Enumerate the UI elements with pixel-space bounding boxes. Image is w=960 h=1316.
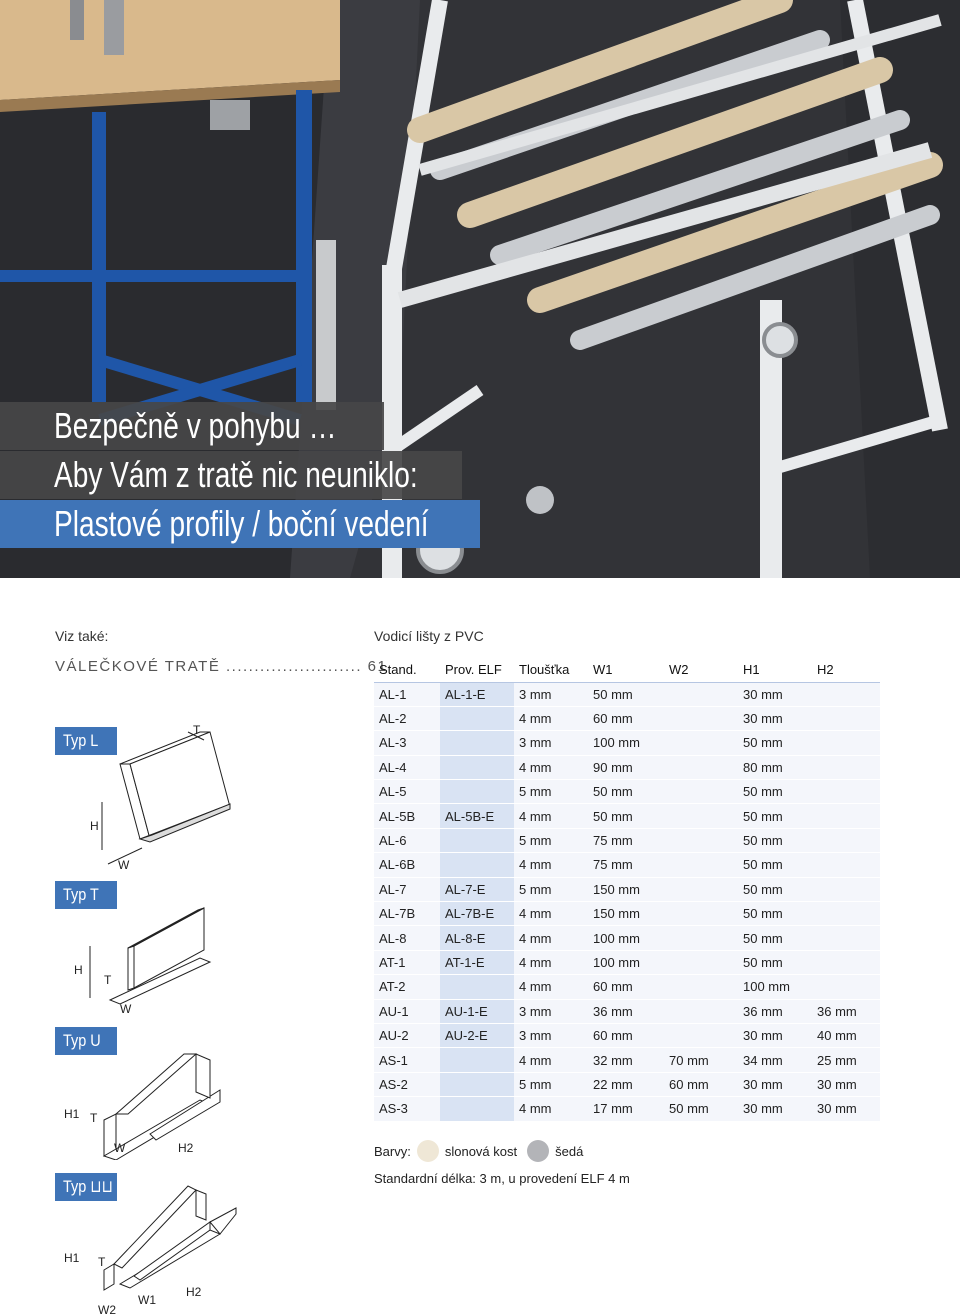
cell-h2: 30 mm xyxy=(812,1097,880,1121)
cell-thickness: 4 mm xyxy=(514,804,588,828)
cell-stand: AL-8 xyxy=(374,926,440,950)
cell-h1: 30 mm xyxy=(738,1072,812,1096)
svg-text:H2: H2 xyxy=(186,1285,202,1299)
cell-elf xyxy=(440,731,514,755)
cell-h2 xyxy=(812,828,880,852)
cell-h2 xyxy=(812,804,880,828)
col-header-thickness: Tloušťka xyxy=(514,658,588,682)
cell-w2 xyxy=(664,706,738,730)
cell-elf: AL-7-E xyxy=(440,877,514,901)
cell-w2: 60 mm xyxy=(664,1072,738,1096)
cell-h1: 34 mm xyxy=(738,1048,812,1072)
cell-w1: 17 mm xyxy=(588,1097,664,1121)
cell-h1: 50 mm xyxy=(738,902,812,926)
cell-h2 xyxy=(812,950,880,974)
cell-thickness: 3 mm xyxy=(514,999,588,1023)
cell-w1: 22 mm xyxy=(588,1072,664,1096)
type-u-label: Typ U xyxy=(55,1027,117,1055)
cell-stand: AL-1 xyxy=(374,682,440,706)
table-row xyxy=(374,1072,880,1096)
cell-elf: AU-1-E xyxy=(440,999,514,1023)
cell-h2 xyxy=(812,877,880,901)
cell-elf xyxy=(440,1048,514,1072)
cell-thickness: 4 mm xyxy=(514,1048,588,1072)
cell-w2: 50 mm xyxy=(664,1097,738,1121)
cell-thickness: 4 mm xyxy=(514,975,588,999)
cell-elf: AT-1-E xyxy=(440,950,514,974)
cell-h2 xyxy=(812,926,880,950)
cell-h1: 30 mm xyxy=(738,1023,812,1047)
table-header-row xyxy=(374,658,880,682)
svg-text:H: H xyxy=(90,819,99,833)
svg-text:H2: H2 xyxy=(178,1141,194,1155)
headline-line-1: Bezpečně v pohybu … xyxy=(0,402,384,450)
cell-h2 xyxy=(812,780,880,804)
colors-label: Barvy: xyxy=(374,1143,411,1159)
color-ivory-label: slonová kost xyxy=(444,1143,518,1159)
cell-elf: AL-1-E xyxy=(440,682,514,706)
cell-h2: 25 mm xyxy=(812,1048,880,1072)
col-header-h2: H2 xyxy=(812,658,880,682)
cell-w1: 150 mm xyxy=(588,902,664,926)
cell-w2 xyxy=(664,804,738,828)
cell-h2: 30 mm xyxy=(812,1072,880,1096)
table-row xyxy=(374,731,880,755)
profile-double-u-diagram xyxy=(60,1176,240,1316)
cell-thickness: 4 mm xyxy=(514,950,588,974)
svg-text:W1: W1 xyxy=(138,1293,156,1307)
type-t-label: Typ T xyxy=(55,881,117,909)
cell-stand: AU-1 xyxy=(374,999,440,1023)
cell-h1: 50 mm xyxy=(738,853,812,877)
svg-text:T: T xyxy=(98,1255,106,1269)
cell-h1: 50 mm xyxy=(738,731,812,755)
cell-elf xyxy=(440,706,514,730)
cell-w2 xyxy=(664,780,738,804)
cell-stand: AS-1 xyxy=(374,1048,440,1072)
profile-t-diagram xyxy=(70,888,220,1013)
cell-stand: AL-3 xyxy=(374,731,440,755)
cell-stand: AL-6 xyxy=(374,828,440,852)
cell-stand: AL-6B xyxy=(374,853,440,877)
see-also-reference[interactable]: VÁLEČKOVÉ TRATĚ ........................ 61 xyxy=(55,658,388,675)
cell-h1: 30 mm xyxy=(738,1097,812,1121)
cell-w2 xyxy=(664,950,738,974)
cell-h2 xyxy=(812,706,880,730)
svg-text:W: W xyxy=(118,858,130,872)
cell-stand: AT-2 xyxy=(374,975,440,999)
cell-w1: 90 mm xyxy=(588,755,664,779)
svg-text:T: T xyxy=(90,1111,98,1125)
cell-h2: 36 mm xyxy=(812,999,880,1023)
cell-h2 xyxy=(812,755,880,779)
ivory-swatch xyxy=(417,1140,439,1162)
cell-stand: AT-1 xyxy=(374,950,440,974)
cell-elf xyxy=(440,1097,514,1121)
cell-elf xyxy=(440,828,514,852)
see-also-label: Viz také: xyxy=(55,628,109,644)
profile-spec-table xyxy=(374,658,880,1122)
table-row xyxy=(374,853,880,877)
cell-h1: 100 mm xyxy=(738,975,812,999)
cell-h2 xyxy=(812,853,880,877)
cell-stand: AL-7B xyxy=(374,902,440,926)
table-row xyxy=(374,828,880,852)
cell-stand: AL-5B xyxy=(374,804,440,828)
cell-h2 xyxy=(812,682,880,706)
cell-thickness: 4 mm xyxy=(514,853,588,877)
table-row xyxy=(374,682,880,706)
cell-elf: AL-7B-E xyxy=(440,902,514,926)
standard-length-note: Standardní délka: 3 m, u provedení ELF 4 m xyxy=(374,1171,630,1186)
cell-w2 xyxy=(664,828,738,852)
table-row xyxy=(374,804,880,828)
cell-w1: 50 mm xyxy=(588,780,664,804)
color-gray-label: šedá xyxy=(555,1143,584,1159)
gray-swatch xyxy=(527,1140,549,1162)
cell-w2 xyxy=(664,926,738,950)
cell-thickness: 3 mm xyxy=(514,682,588,706)
svg-text:H: H xyxy=(74,963,83,977)
cell-stand: AS-3 xyxy=(374,1097,440,1121)
cell-w1: 60 mm xyxy=(588,1023,664,1047)
cell-elf xyxy=(440,755,514,779)
cell-elf xyxy=(440,1072,514,1096)
color-options xyxy=(374,1140,583,1162)
cell-elf: AL-5B-E xyxy=(440,804,514,828)
cell-h1: 36 mm xyxy=(738,999,812,1023)
col-header-elf: Prov. ELF xyxy=(440,658,514,682)
profile-l-diagram xyxy=(80,722,250,872)
cell-stand: AS-2 xyxy=(374,1072,440,1096)
cell-w1: 75 mm xyxy=(588,828,664,852)
cell-elf: AU-2-E xyxy=(440,1023,514,1047)
cell-thickness: 5 mm xyxy=(514,877,588,901)
cell-h1: 80 mm xyxy=(738,755,812,779)
col-header-w2: W2 xyxy=(664,658,738,682)
svg-text:W: W xyxy=(120,1002,132,1013)
cell-thickness: 3 mm xyxy=(514,1023,588,1047)
profile-u-diagram xyxy=(60,1040,230,1160)
cell-h1: 50 mm xyxy=(738,828,812,852)
cell-h1: 50 mm xyxy=(738,877,812,901)
table-row xyxy=(374,755,880,779)
cell-w2 xyxy=(664,877,738,901)
cell-w1: 100 mm xyxy=(588,950,664,974)
cell-w1: 60 mm xyxy=(588,975,664,999)
table-row xyxy=(374,926,880,950)
cell-w2 xyxy=(664,975,738,999)
cell-elf: AL-8-E xyxy=(440,926,514,950)
table-row xyxy=(374,1048,880,1072)
table-row xyxy=(374,975,880,999)
type-double-u-label: Typ ⊔⊔ xyxy=(55,1173,117,1201)
cell-w2 xyxy=(664,755,738,779)
cell-w1: 100 mm xyxy=(588,731,664,755)
table-row xyxy=(374,1023,880,1047)
cell-thickness: 5 mm xyxy=(514,1072,588,1096)
table-body xyxy=(374,682,880,1121)
table-row xyxy=(374,999,880,1023)
cell-w2 xyxy=(664,853,738,877)
cell-stand: AL-7 xyxy=(374,877,440,901)
cell-stand: AL-5 xyxy=(374,780,440,804)
table-title: Vodicí lišty z PVC xyxy=(374,628,484,644)
cell-stand: AL-4 xyxy=(374,755,440,779)
dim-t: T xyxy=(193,723,201,737)
cell-h1: 50 mm xyxy=(738,780,812,804)
headline-line-3: Plastové profily / boční vedení xyxy=(0,500,480,548)
table-row xyxy=(374,950,880,974)
cell-thickness: 5 mm xyxy=(514,828,588,852)
svg-text:H1: H1 xyxy=(64,1107,80,1121)
cell-elf xyxy=(440,975,514,999)
cell-h2 xyxy=(812,975,880,999)
cell-thickness: 3 mm xyxy=(514,731,588,755)
svg-text:W2: W2 xyxy=(98,1303,116,1316)
headline-line-2: Aby Vám z tratě nic neuniklo: xyxy=(0,451,462,499)
cell-h1: 30 mm xyxy=(738,682,812,706)
cell-w2 xyxy=(664,682,738,706)
cell-w2: 70 mm xyxy=(664,1048,738,1072)
col-header-w1: W1 xyxy=(588,658,664,682)
cell-thickness: 4 mm xyxy=(514,755,588,779)
cell-thickness: 4 mm xyxy=(514,926,588,950)
svg-text:W: W xyxy=(114,1141,126,1155)
cell-h1: 50 mm xyxy=(738,950,812,974)
col-header-h1: H1 xyxy=(738,658,812,682)
svg-text:T: T xyxy=(104,973,112,987)
cell-w1: 75 mm xyxy=(588,853,664,877)
cell-stand: AU-2 xyxy=(374,1023,440,1047)
cell-thickness: 4 mm xyxy=(514,902,588,926)
cell-w1: 60 mm xyxy=(588,706,664,730)
cell-w1: 32 mm xyxy=(588,1048,664,1072)
cell-thickness: 5 mm xyxy=(514,780,588,804)
table-row xyxy=(374,1097,880,1121)
cell-h2 xyxy=(812,731,880,755)
cell-thickness: 4 mm xyxy=(514,1097,588,1121)
cell-stand: AL-2 xyxy=(374,706,440,730)
cell-h1: 30 mm xyxy=(738,706,812,730)
table-row xyxy=(374,780,880,804)
cell-w2 xyxy=(664,731,738,755)
table-row xyxy=(374,706,880,730)
col-header-stand: Stand. xyxy=(374,658,440,682)
svg-text:H1: H1 xyxy=(64,1251,80,1265)
cell-w1: 36 mm xyxy=(588,999,664,1023)
table-row xyxy=(374,877,880,901)
cell-h1: 50 mm xyxy=(738,926,812,950)
cell-w1: 150 mm xyxy=(588,877,664,901)
cell-w1: 50 mm xyxy=(588,682,664,706)
cell-w1: 100 mm xyxy=(588,926,664,950)
cell-h2 xyxy=(812,902,880,926)
cell-w2 xyxy=(664,1023,738,1047)
cell-elf xyxy=(440,853,514,877)
cell-h1: 50 mm xyxy=(738,804,812,828)
cell-h2: 40 mm xyxy=(812,1023,880,1047)
cell-w2 xyxy=(664,902,738,926)
table-row xyxy=(374,902,880,926)
cell-w2 xyxy=(664,999,738,1023)
cell-elf xyxy=(440,780,514,804)
cell-thickness: 4 mm xyxy=(514,706,588,730)
cell-w1: 50 mm xyxy=(588,804,664,828)
type-l-label: Typ L xyxy=(55,727,117,755)
